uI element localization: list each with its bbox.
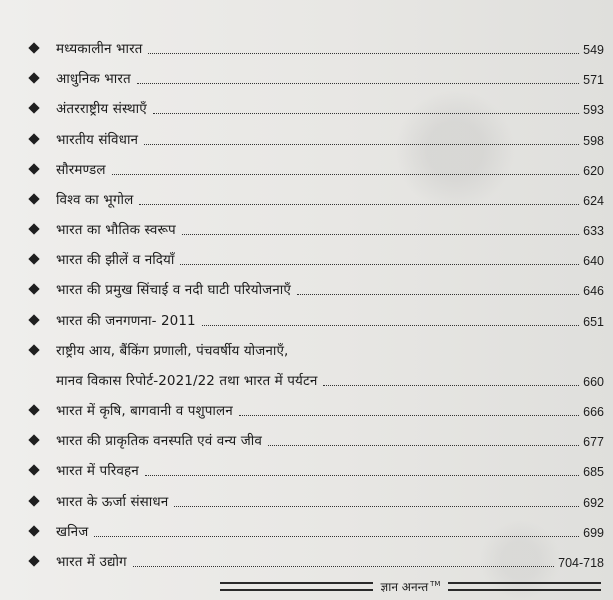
diamond-bullet-icon: [28, 193, 39, 204]
toc-item[interactable]: [28, 210, 604, 240]
toc-item[interactable]: [28, 482, 604, 512]
toc-item[interactable]: [28, 150, 604, 180]
toc-item-title: भारत की झीलें व नदियाँ: [56, 252, 175, 269]
toc-item[interactable]: [28, 89, 604, 119]
toc-item-page: 666: [583, 405, 604, 419]
toc-item-page: 571: [583, 73, 604, 87]
toc-item-page: 685: [583, 465, 604, 479]
toc-item-title: खनिज: [56, 524, 89, 541]
toc-item-title: राष्ट्रीय आय, बैंकिंग प्रणाली, पंचवर्षीय योजनाएँ,: [56, 343, 289, 360]
dot-leader: [94, 536, 579, 537]
toc-item-page: 692: [583, 496, 604, 510]
diamond-bullet-icon: [28, 404, 39, 415]
toc-item-page: 677: [583, 435, 604, 449]
dot-leader: [133, 566, 554, 567]
toc-item[interactable]: [28, 180, 604, 210]
diamond-bullet-icon: [28, 464, 39, 475]
toc-item-page: 620: [583, 164, 604, 178]
toc-item-page: 624: [583, 194, 604, 208]
toc-item-page: 651: [583, 315, 604, 329]
diamond-bullet-icon: [28, 102, 39, 113]
toc-item-multiline-first[interactable]: [28, 331, 604, 361]
toc-item-title: सौरमण्डल: [56, 162, 106, 179]
diamond-bullet-icon: [28, 314, 39, 325]
trademark-mark: TM: [430, 579, 441, 588]
dot-leader: [148, 53, 579, 54]
toc-item-title: भारत के ऊर्जा संसाधन: [56, 494, 169, 511]
diamond-bullet-icon: [28, 283, 39, 294]
toc-item-title: विश्व का भूगोल: [56, 192, 134, 209]
diamond-bullet-icon: [28, 42, 39, 53]
toc-item-page: 598: [583, 134, 604, 148]
diamond-bullet-icon: [28, 253, 39, 264]
toc-item-page: 699: [583, 526, 604, 540]
toc-item[interactable]: [28, 301, 604, 331]
dot-leader: [139, 204, 579, 205]
diamond-bullet-icon: [28, 434, 39, 445]
dot-leader: [268, 445, 579, 446]
toc-item-title: अंतरराष्ट्रीय संस्थाएँ: [56, 101, 147, 118]
toc-item-title: भारत में परिवहन: [56, 463, 139, 480]
toc-item-page: 704-718: [558, 556, 604, 570]
diamond-bullet-icon: [28, 163, 39, 174]
diamond-bullet-icon: [28, 555, 39, 566]
footer-brand-text: ज्ञान अनन्त: [380, 579, 429, 594]
footer-rule-left: [220, 582, 373, 591]
toc-item[interactable]: [28, 240, 604, 270]
dot-leader: [323, 385, 579, 386]
footer-rule-right: [448, 582, 601, 591]
dot-leader: [202, 325, 579, 326]
toc-item[interactable]: [28, 542, 604, 572]
toc-item-page: 640: [583, 254, 604, 268]
dot-leader: [174, 506, 579, 507]
diamond-bullet-icon: [28, 72, 39, 83]
diamond-bullet-icon: [28, 133, 39, 144]
toc-item[interactable]: [28, 512, 604, 542]
toc-item[interactable]: [28, 29, 604, 59]
page-footer: [220, 576, 601, 596]
dot-leader: [145, 475, 579, 476]
toc-item-page: 593: [583, 103, 604, 117]
dot-leader: [239, 415, 579, 416]
dot-leader: [297, 294, 579, 295]
footer-brand: [381, 578, 441, 595]
toc-item-page: 549: [583, 43, 604, 57]
toc-item-title: भारत में कृषि, बागवानी व पशुपालन: [56, 403, 233, 420]
toc-item-title: भारत की जनगणना- 2011: [56, 313, 196, 330]
diamond-bullet-icon: [28, 525, 39, 536]
toc-item[interactable]: [28, 421, 604, 451]
toc-item-title: मध्यकालीन भारत: [56, 41, 143, 58]
dot-leader: [180, 264, 579, 265]
toc-item-title: भारत की प्रमुख सिंचाई व नदी घाटी परियोजनाएँ: [56, 282, 291, 299]
diamond-bullet-icon: [28, 223, 39, 234]
toc-item-title: भारत की प्राकृतिक वनस्पति एवं वन्य जीव: [56, 433, 262, 450]
toc-item-page: 660: [583, 375, 604, 389]
dot-leader: [153, 113, 579, 114]
toc-item-title: मानव विकास रिपोर्ट-2021/22 तथा भारत में पर्यटन: [56, 373, 318, 390]
toc-item-title: भारत में उद्योग: [56, 554, 127, 571]
toc-item[interactable]: [28, 59, 604, 89]
toc-item[interactable]: [28, 361, 604, 391]
toc-item-page: 633: [583, 224, 604, 238]
dot-leader: [144, 144, 579, 145]
toc-item[interactable]: [28, 270, 604, 300]
dot-leader: [112, 174, 580, 175]
dot-leader: [137, 83, 579, 84]
diamond-bullet-icon: [28, 495, 39, 506]
toc-item-title: भारत का भौतिक स्वरूप: [56, 222, 176, 239]
toc-item[interactable]: [28, 120, 604, 150]
diamond-bullet-icon: [28, 344, 39, 355]
toc-item-title: भारतीय संविधान: [56, 132, 139, 149]
dot-leader: [182, 234, 579, 235]
toc-item[interactable]: [28, 451, 604, 481]
toc-item-title: आधुनिक भारत: [56, 71, 131, 88]
toc-item[interactable]: [28, 391, 604, 421]
toc-item-page: 646: [583, 284, 604, 298]
